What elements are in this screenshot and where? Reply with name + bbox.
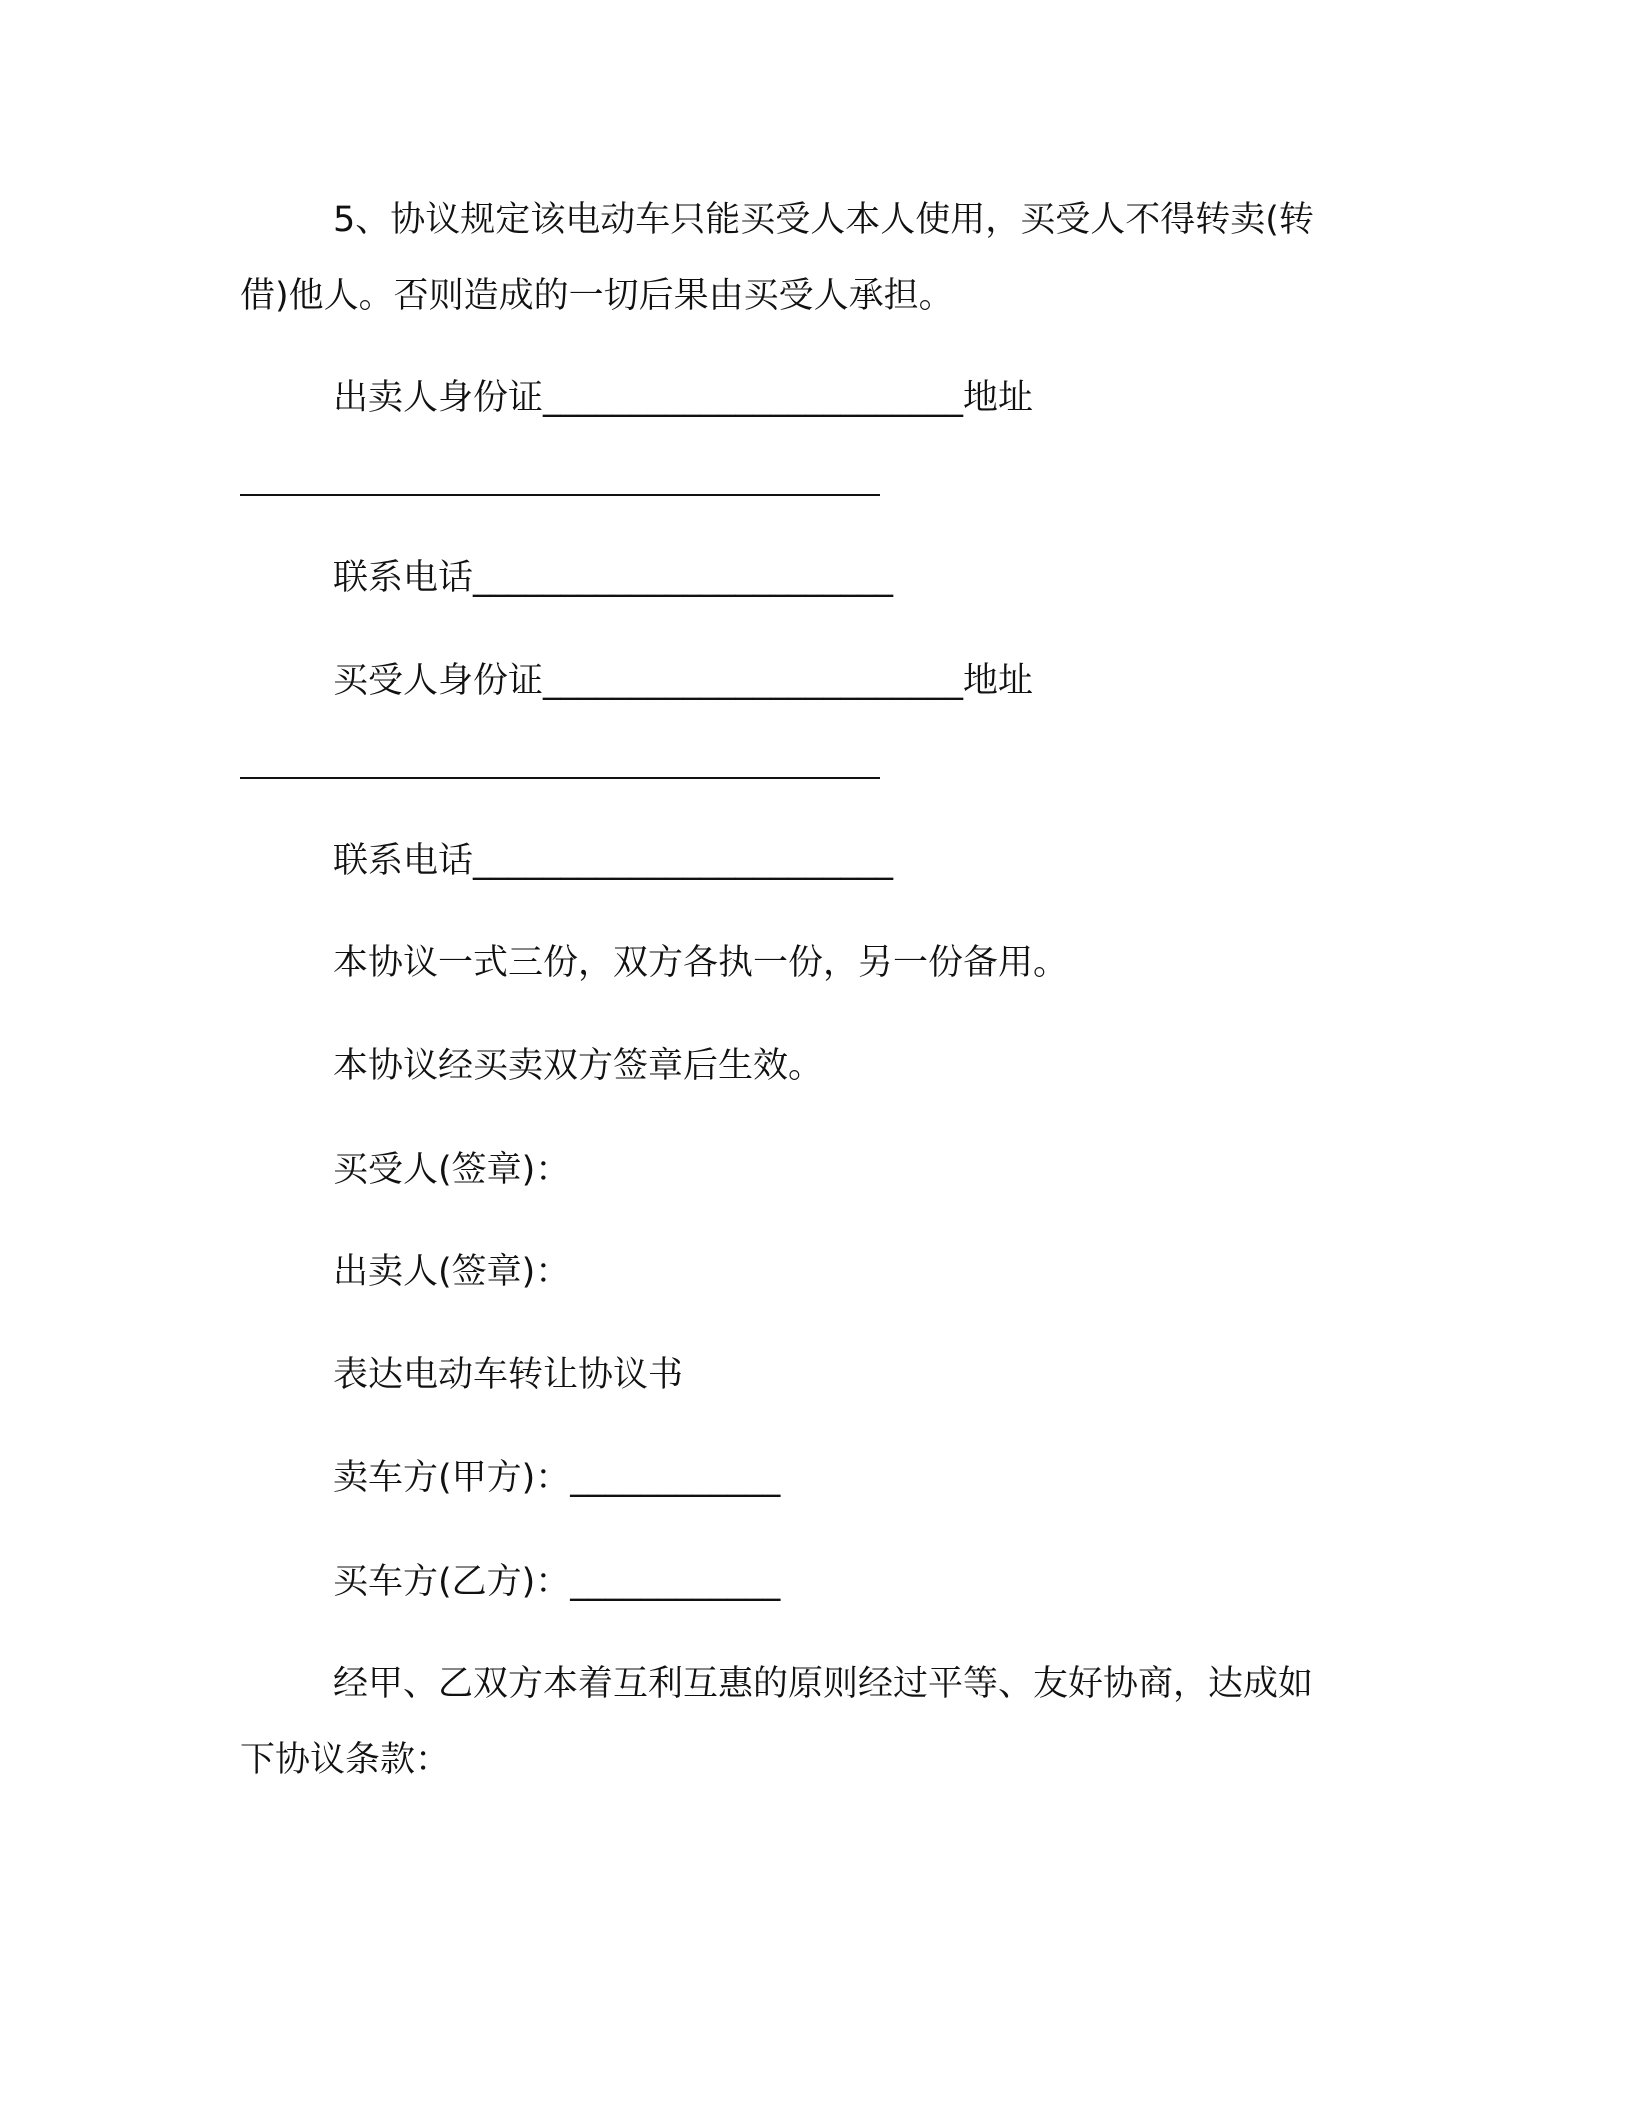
buyer-id-field: 买受人身份证________________________地址 (333, 661, 1034, 701)
seller-id-field: 出卖人身份证________________________地址 (333, 378, 1034, 418)
buyer-phone-field: 联系电话________________________ (333, 841, 894, 881)
copies-clause: 本协议一式三份，双方各执一份，另一份备用。 (333, 943, 1069, 983)
seller-signature-label: 出卖人(签章)： (333, 1252, 571, 1292)
buyer-signature-label: 买受人(签章)： (333, 1150, 571, 1190)
clause-5-line-1: 5、协议规定该电动车只能买受人本人使用，买受人不得转卖(转 (333, 200, 1314, 240)
intro-line-2: 下协议条款： (240, 1740, 451, 1780)
agreement-title: 表达电动车转让协议书 (333, 1355, 684, 1395)
party-a-field: 卖车方(甲方)：____________ (333, 1458, 781, 1498)
seller-address-blank (240, 494, 880, 496)
buyer-address-blank (240, 777, 880, 779)
party-b-field: 买车方(乙方)：____________ (333, 1562, 781, 1602)
effective-clause: 本协议经买卖双方签章后生效。 (333, 1046, 824, 1086)
intro-line-1: 经甲、乙双方本着互利互惠的原则经过平等、友好协商，达成如 (333, 1664, 1314, 1704)
clause-5-line-2: 借)他人。否则造成的一切后果由买受人承担。 (240, 276, 954, 316)
seller-phone-field: 联系电话________________________ (333, 558, 894, 598)
